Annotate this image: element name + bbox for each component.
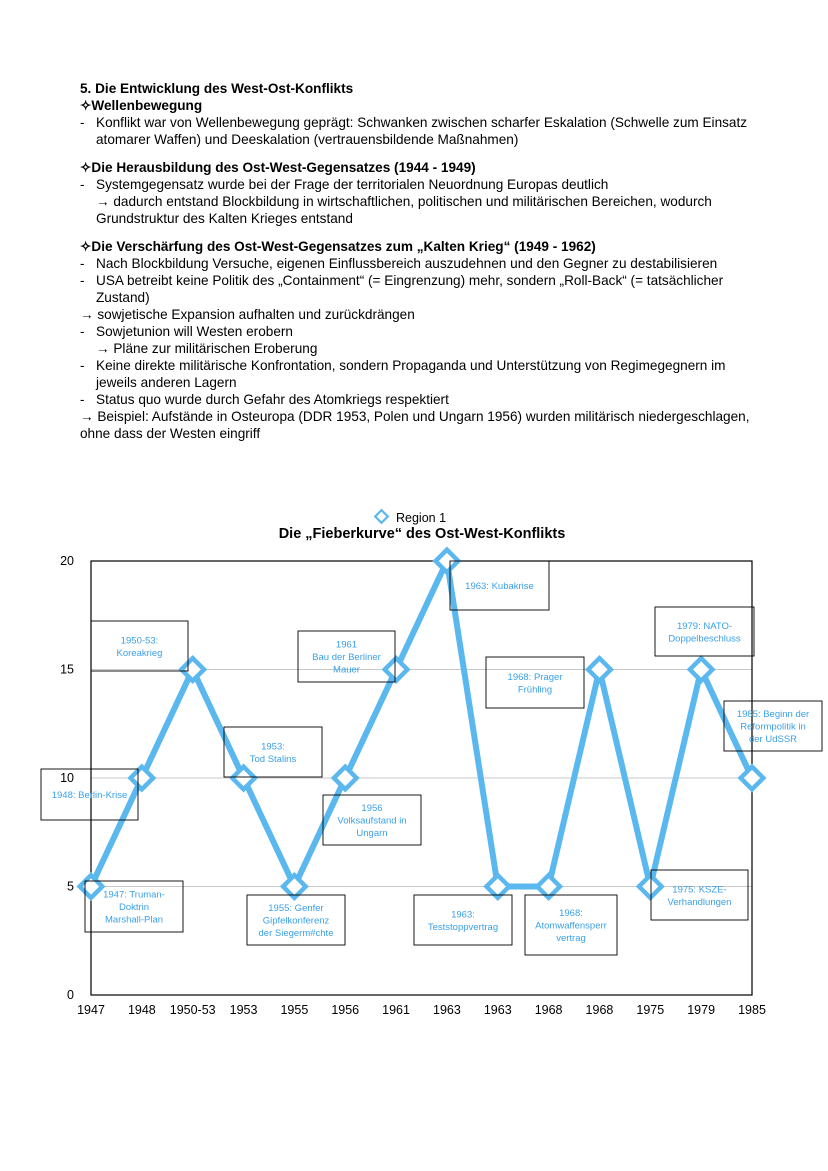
bullet-item <box>80 255 770 272</box>
annotation-text: Frühling <box>517 684 553 696</box>
series-region-1 <box>80 550 764 898</box>
data-point-marker <box>181 658 204 681</box>
annotation-box <box>525 895 617 955</box>
annotation-text: Teststoppvertrag <box>427 921 499 933</box>
bullet-item <box>80 323 770 340</box>
annotation-text: 1975: KSZE- <box>672 884 727 896</box>
chart-annotations <box>41 561 822 955</box>
annotation-box <box>450 561 549 610</box>
annotation-text: 1963: <box>451 909 475 921</box>
annotation-text: vertrag <box>556 933 586 944</box>
x-tick-label: 1955 <box>280 1003 309 1017</box>
data-point-marker <box>334 767 357 790</box>
annotation-text: 1968: Prager <box>507 671 563 683</box>
document-body <box>80 80 770 442</box>
x-tick-label: 1948 <box>127 1003 156 1017</box>
annotation-text: Gipfelkonferenz <box>262 915 330 927</box>
document-title: 5. Die Entwicklung des West-Ost-Konflikts <box>80 81 354 96</box>
annotation-text: 1956 <box>361 803 383 814</box>
annotation-text: Marshall-Plan <box>104 914 164 926</box>
data-point-marker <box>639 875 662 898</box>
annotation-text: Doppelbeschluss <box>668 633 741 645</box>
section-gap <box>80 227 770 238</box>
bullet-item <box>80 114 770 148</box>
annotation-text: Koreakrieg <box>116 647 163 659</box>
x-tick-label: 1979 <box>687 1003 716 1017</box>
y-tick-label: 20 <box>60 554 74 568</box>
data-point-marker <box>486 875 509 898</box>
dash-marker: - <box>80 392 85 407</box>
dash-marker: - <box>80 273 85 288</box>
data-point-marker <box>283 875 306 898</box>
indented-arrow-line: → Pläne zur militärischen Eroberung <box>96 341 318 356</box>
bullet-text: USA betreibt keine Politik des „Containment“ (= Eingrenzung) mehr, sondern „Roll-Back“ (= tatsächlicher Zustand) <box>96 273 724 305</box>
x-tick-label: 1963 <box>433 1003 461 1017</box>
y-axis-ticks <box>60 554 74 1002</box>
x-tick-label: 1956 <box>331 1003 360 1017</box>
annotation-text: 1953: <box>261 741 285 753</box>
data-point-marker <box>588 658 611 681</box>
dash-marker: - <box>80 358 85 373</box>
data-point-marker <box>690 658 713 681</box>
x-tick-label: 1947 <box>77 1003 105 1017</box>
annotation-text: Doktrin <box>118 902 150 913</box>
chart-grid <box>91 670 752 887</box>
annotation-text: Atomwaffensperr <box>535 920 607 932</box>
data-point-marker <box>80 875 103 898</box>
dash-marker: - <box>80 256 85 271</box>
bullet-item <box>80 272 770 306</box>
annotation-text: Verhandlungen <box>667 896 732 908</box>
x-tick-label: 1953 <box>229 1003 258 1017</box>
x-tick-label: 1961 <box>382 1003 410 1017</box>
annotation-box <box>323 795 421 845</box>
annotation-box <box>655 607 754 656</box>
annotation-text: 1963: Kubakrise <box>465 581 534 592</box>
y-tick-label: 15 <box>60 662 74 677</box>
x-axis-ticks <box>77 1003 766 1017</box>
annotation-text: der UdSSR <box>748 734 798 745</box>
bullet-text: Sowjetunion will Westen erobern <box>96 324 293 339</box>
bullet-item <box>80 176 770 193</box>
dash-marker: - <box>80 115 85 130</box>
x-tick-label: 1968 <box>585 1003 614 1017</box>
legend-marker-icon <box>375 510 388 523</box>
annotation-box <box>414 895 512 945</box>
bullet-text: Systemgegensatz wurde bei der Frage der territorialen Neuordnung Europas deutlich <box>96 177 609 192</box>
annotation-box <box>91 621 188 671</box>
indented-arrow-line: → dadurch entstand Blockbildung in wirtschaftlichen, politischen und militärischen Bereichen, wodurch Grundstruktur des Kalten Krieges entstand <box>96 194 712 226</box>
section-heading: ✧Wellenbewegung <box>80 98 203 113</box>
annotation-text: Mauer <box>333 664 360 676</box>
x-tick-label: 1963 <box>483 1003 512 1017</box>
annotation-text: Reformpolitik in <box>740 721 806 733</box>
bullet-item <box>80 391 770 408</box>
bullet-text: Status quo wurde durch Gefahr des Atomkriegs respektiert <box>96 392 449 407</box>
annotation-text: 1961 <box>335 639 358 651</box>
annotation-box <box>486 657 584 708</box>
data-point-marker <box>741 767 764 790</box>
annotation-text: 1985: Beginn der <box>736 709 810 720</box>
dash-marker: - <box>80 177 85 192</box>
x-tick-label: 1968 <box>534 1003 563 1017</box>
y-tick-label: 5 <box>67 879 74 894</box>
annotation-text: 1979: NATO- <box>676 620 733 632</box>
section-heading: ✧Die Verschärfung des Ost-West-Gegensatzes zum „Kalten Krieg“ (1949 - 1962) <box>80 239 596 254</box>
data-point-marker <box>232 767 255 790</box>
annotation-text: Volksaufstand in <box>337 815 407 827</box>
section-gap <box>80 148 770 159</box>
data-point-marker <box>131 767 154 790</box>
annotation-box <box>247 895 345 945</box>
y-tick-label: 0 <box>67 988 74 1002</box>
bullet-text: Konflikt war von Wellenbewegung geprägt: Schwanken zwischen scharfer Eskalation (Schwelle zum Einsatz atomarer Waffen) und Deeskalation (vertrauensbildende Maßnahmen) <box>96 115 748 147</box>
arrow-line: → sowjetische Expansion aufhalten und zurückdrängen <box>80 307 415 322</box>
chart-title: Die „Fieberkurve“ des Ost-West-Konflikts <box>278 526 566 542</box>
x-tick-label: 1975 <box>636 1003 665 1017</box>
arrow-line: → Beispiel: Aufstände in Osteuropa (DDR 1953, Polen und Ungarn 1956) wurden militärisch niedergeschlagen, ohne dass der Westen eingriff <box>80 409 750 441</box>
dash-marker: - <box>80 324 85 339</box>
chart-legend <box>375 510 446 525</box>
annotation-text: Tod Stalins <box>249 753 297 765</box>
bullet-text: Nach Blockbildung Versuche, eigenen Einflussbereich auszudehnen und den Gegner zu destabilisieren <box>96 256 718 271</box>
annotation-text: 1947: Truman- <box>103 889 165 901</box>
annotation-text: 1948: Berlin-Krise <box>51 790 128 801</box>
annotation-text: 1968: <box>559 908 583 919</box>
annotation-text: Bau der Berliner <box>312 652 381 663</box>
x-tick-label: 1950-53 <box>169 1003 216 1017</box>
data-point-marker <box>385 658 408 681</box>
annotation-text: 1950-53: <box>120 635 159 647</box>
data-point-marker <box>537 875 560 898</box>
x-tick-label: 1985 <box>738 1003 766 1017</box>
annotation-text: 1955: Genfer <box>268 903 324 914</box>
bullet-text: Keine direkte militärische Konfrontation, sondern Propaganda und Unterstützung von Regimegegnern im jeweils anderen Lagern <box>96 358 726 390</box>
document-sections <box>80 97 770 442</box>
series-line <box>91 561 752 887</box>
annotation-box <box>651 870 748 920</box>
annotation-box <box>298 631 395 682</box>
legend-label: Region 1 <box>396 511 447 525</box>
y-tick-label: 10 <box>60 771 74 785</box>
annotation-text: Ungarn <box>356 828 388 839</box>
annotation-text: der Siegerm#chte <box>258 928 334 939</box>
fever-curve-chart <box>0 500 828 1060</box>
bullet-item <box>80 357 770 391</box>
section-heading: ✧Die Herausbildung des Ost-West-Gegensatzes (1944 - 1949) <box>80 160 476 175</box>
